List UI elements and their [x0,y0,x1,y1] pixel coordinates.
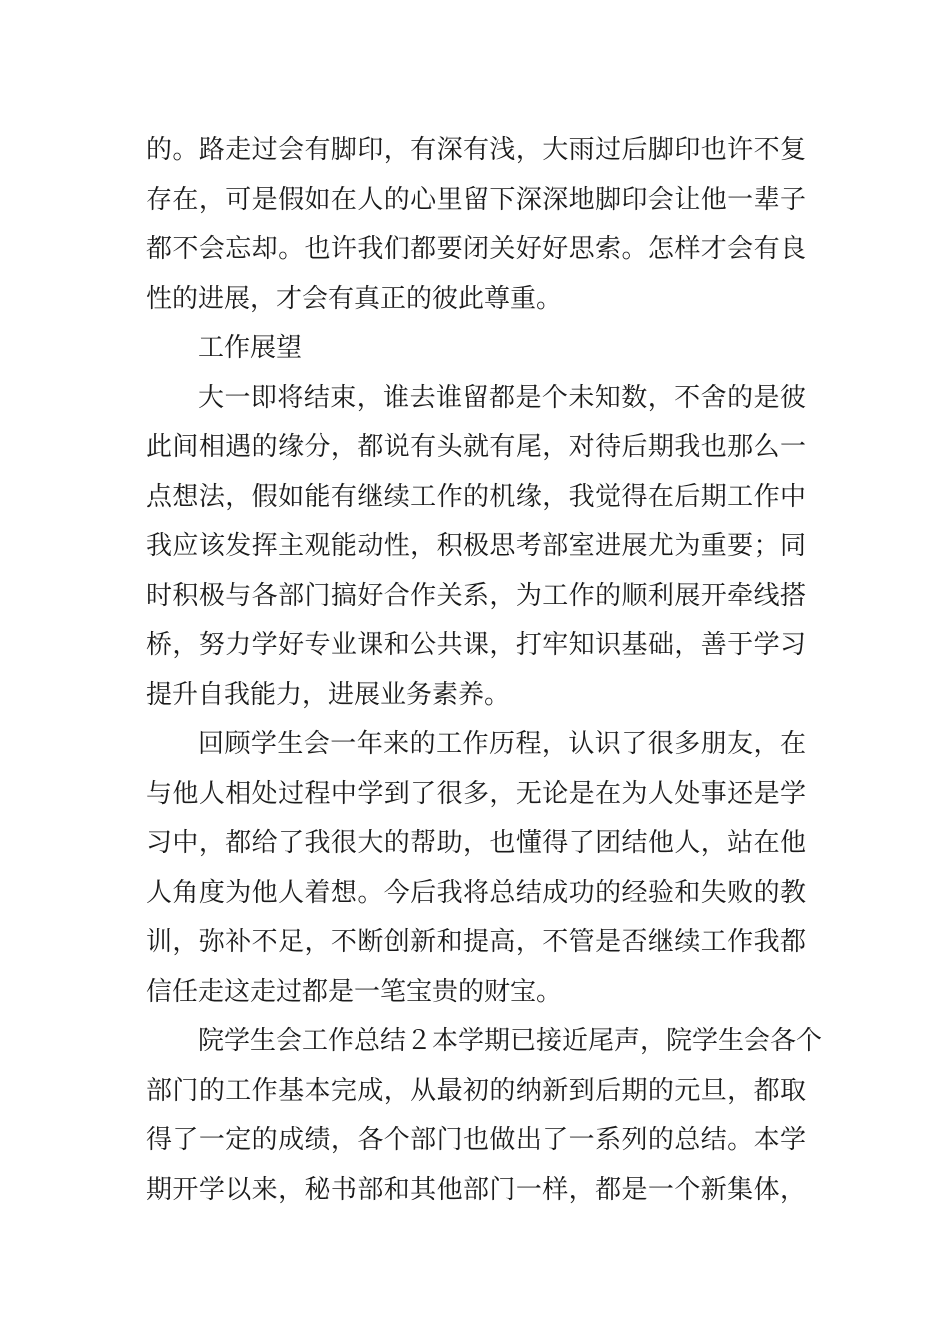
document-body [146,126,823,1215]
text-line: 的。路走过会有脚印，有深有浅，大雨过后脚印也许不复 [146,135,806,165]
paragraph [146,1017,823,1215]
text-line: 桥，努力学好专业课和公共课，打牢知识基础，善于学习 [146,630,806,660]
text-line: 大一即将结束，谁去谁留都是个未知数，不舍的是彼 [198,382,806,413]
text-line: 都不会忘却。也许我们都要闭关好好思索。怎样才会有良 [146,234,806,264]
text-line: 存在，可是假如在人的心里留下深深地脚印会让他一辈子 [146,184,806,215]
text-line: 与他人相处过程中学到了很多，无论是在为人处事还是学 [146,778,806,809]
section-heading [146,324,806,374]
paragraph [146,374,806,721]
text-line: 信任走这走过都是一笔宝贵的财宝。 [146,976,563,1007]
paragraph [146,126,806,324]
text-line: 回顾学生会一年来的工作历程，认识了很多朋友，在 [198,729,806,759]
text-line: 得了一定的成绩，各个部门也做出了一系列的总结。本学 [146,1125,806,1155]
text-line: 院学生会工作总结２本学期已接近尾声，院学生会各个 [198,1026,823,1056]
text-line: 提升自我能力，进展业务素养。 [146,679,511,710]
text-line: 习中，都给了我很大的帮助，也懂得了团结他人，站在他 [146,828,806,858]
text-line: 期开学以来，秘书部和其他部门一样，都是一个新集体， [146,1174,806,1205]
text-line: 此间相遇的缘分，都说有头就有尾，对待后期我也那么一 [146,432,806,462]
text-line: 训，弥补不足，不断创新和提高，不管是否继续工作我都 [146,927,806,957]
text-line: 性的进展，才会有真正的彼此尊重。 [146,283,563,314]
text-line: 部门的工作基本完成，从最初的纳新到后期的元旦，都取 [146,1075,806,1106]
paragraph [146,720,806,1017]
text-line: 人角度为他人着想。今后我将总结成功的经验和失败的教 [146,877,806,908]
text-line: 我应该发挥主观能动性，积极思考部室进展尤为重要；同 [146,531,806,561]
text-line: 点想法，假如能有继续工作的机缘，我觉得在后期工作中 [146,481,806,512]
text-line: 工作展望 [198,333,303,363]
text-line: 时积极与各部门搞好合作关系，为工作的顺利展开牵线搭 [146,580,806,611]
